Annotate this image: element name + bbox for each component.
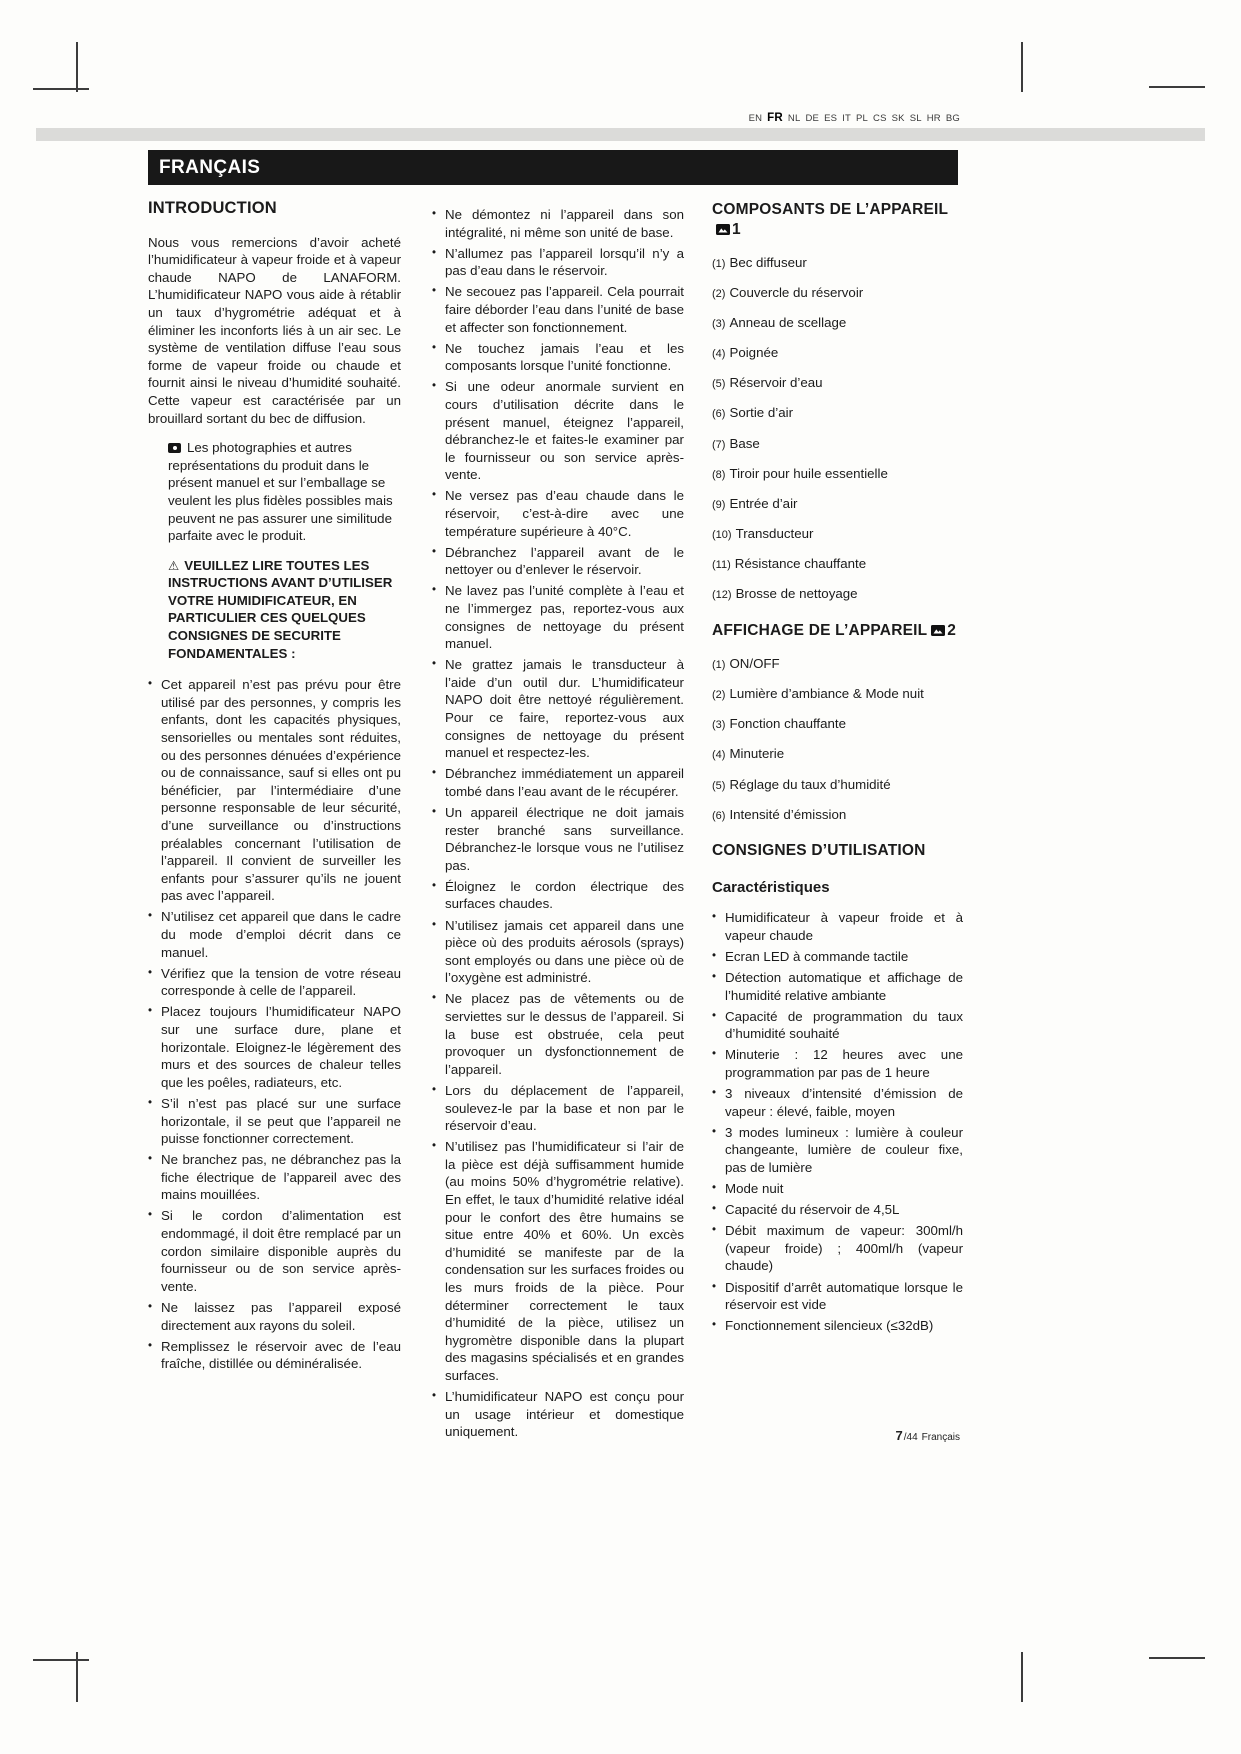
component-item [712, 314, 963, 334]
component-number: (1) [712, 258, 726, 270]
bullet-marker: • [712, 971, 717, 984]
bullet-marker: • [148, 1209, 153, 1222]
bullet-text: Ne branchez pas, ne débranchez pas la fiche électrique de l’appareil avec des mains mouillées. [161, 1152, 401, 1203]
bullet-item [712, 909, 963, 944]
component-label: Tiroir pour huile essentielle [729, 465, 888, 481]
components-heading [712, 200, 963, 240]
bullet-text: Ne touchez jamais l’eau et les composants lorsque l’unité fonctionne. [445, 340, 684, 374]
page-total: /44 [903, 1432, 918, 1443]
bullet-marker: • [432, 1140, 437, 1153]
component-number: (5) [712, 779, 726, 792]
component-item [712, 284, 963, 304]
bullet-text: Capacité du réservoir de 4,5L [725, 1202, 900, 1218]
bullet-item [712, 1124, 963, 1177]
lang-de: DE [805, 113, 820, 124]
bullet-marker: • [432, 879, 437, 892]
component-number: (5) [712, 378, 726, 391]
bullet-text: Vérifiez que la tension de votre réseau corresponde à celle de l’appareil. [161, 965, 401, 999]
bullet-text: N’utilisez pas l’humidificateur si l’air de la pièce est déjà suffisamment humide (au moins 50% d’hygrométrie relative). En effet, le taux d’humidité relative idéal pour le confort des être humains se situe entre 40% et 60%. Un excès d’humidité se manifeste par de la condensation sur les surfaces froides ou les murs froids de la pièce. Pour déterminer correctement le taux d’humidité de la pièce, utilisez un hygromètre disponible dans la plupart des magasins spécialisés et en grandes surfaces. [445, 1139, 684, 1383]
figure-number: 2 [947, 621, 957, 639]
bullet-item [148, 1151, 401, 1204]
bullet-text: Si le cordon d’alimentation est endommagé, il doit être remplacé par un cordon similaire disponible auprès du fournisseur ou de son service après-vente. [161, 1208, 401, 1294]
component-label: Minuterie [729, 746, 785, 762]
component-item [712, 776, 963, 796]
safety-bullets-col1 [148, 676, 401, 1373]
components-list [712, 254, 963, 605]
bullet-marker: • [712, 1125, 717, 1138]
bullet-item [432, 544, 684, 579]
warning-icon: ⚠ [168, 557, 180, 573]
bullet-text: Fonctionnement silencieux (≤32dB) [725, 1318, 934, 1334]
bullet-marker: • [432, 545, 437, 558]
bullet-item [148, 1299, 401, 1334]
bullet-text: Ne versez pas d’eau chaude dans le réservoir, c’est-à-dire avec une température supérieure à 40°C. [445, 488, 684, 539]
bullet-text: Placez toujours l’humidificateur NAPO sur une surface dure, plane et horizontale. Eloignez-le légèrement des murs et des sources de chaleur telles que les poêles, radiateurs, etc. [161, 1004, 401, 1090]
column-1 [148, 200, 401, 1376]
component-number: (3) [712, 318, 726, 331]
component-number: (7) [712, 438, 726, 451]
component-item [712, 685, 963, 705]
page-number: 7 [895, 1428, 903, 1443]
lang-bg: BG [945, 113, 960, 124]
component-number: (6) [712, 809, 726, 822]
component-item [712, 555, 963, 575]
bullet-marker: • [712, 911, 717, 924]
column-3 [712, 200, 963, 1338]
intro-paragraph: Nous vous remercions d’avoir acheté l’humidificateur à vapeur froide et à vapeur chaude NAPO de LANAFORM. L’humidificateur NAPO vous aide à rétablir un taux d’hygrométrie adéquat et à éliminer les inconforts liés à un air sec. Le système de ventilation diffuse l’eau sous forme de vapeur froide ou chaude et fournit ainsi le niveau d’humidité souhaité. Cette vapeur est caractérisée par un brouillard sortant du bec de diffusion. [148, 234, 401, 426]
bullet-text: L’humidificateur NAPO est conçu pour un usage intérieur et domestique uniquement. [445, 1389, 684, 1440]
bullet-text: N’utilisez jamais cet appareil dans une pièce où des produits aérosols (sprays) sont employés ou dans une pièce où de l’oxygène est administré. [445, 917, 684, 986]
bullet-marker: • [432, 767, 437, 780]
bullet-marker: • [148, 910, 153, 923]
bullet-marker: • [148, 678, 153, 691]
characteristics-heading: Caractéristiques [712, 878, 830, 896]
bullet-text: Débranchez immédiatement un appareil tombé dans l’eau avant de le récupérer. [445, 766, 684, 799]
bullet-marker: • [432, 658, 437, 671]
component-item [712, 435, 963, 455]
component-item [712, 585, 963, 605]
figure-icon [931, 622, 945, 642]
crop-mark [1021, 1652, 1023, 1702]
component-label: Anneau de scellage [729, 315, 847, 331]
language-bar [749, 112, 960, 124]
bullet-item [432, 1388, 684, 1441]
bullet-text: N’allumez pas l’appareil lorsqu’il n’y a pas d’eau dans le réservoir. [445, 245, 684, 279]
bullet-text: S’il n’est pas placé sur une surface horizontale, il se peut que l’appareil ne puisse fonctionner correctement. [161, 1095, 401, 1147]
bullet-marker: • [432, 806, 437, 818]
column-2 [432, 200, 684, 1444]
component-item [712, 655, 963, 675]
display-title: AFFICHAGE DE L’APPAREIL [712, 621, 928, 639]
bullet-marker: • [432, 1390, 437, 1402]
bullet-marker: • [712, 1319, 717, 1332]
component-label: Lumière d’ambiance & Mode nuit [729, 686, 924, 702]
footer-language: Français [921, 1432, 960, 1443]
bullet-text: Minuterie : 12 heures avec une programmation par pas de 1 heure [725, 1047, 963, 1081]
bullet-marker: • [432, 341, 437, 354]
bullet-item [432, 206, 684, 241]
bullet-item [148, 908, 401, 961]
bullet-text: Ne grattez jamais le transducteur à l’aide d’un outil dur. L’humidificateur NAPO doit être nettoyé régulièrement. Pour ce faire, reportez-vous aux consignes de nettoyage du présent manuel et respectez-les. [445, 657, 684, 761]
crop-mark [33, 1659, 89, 1661]
component-item [712, 525, 963, 545]
component-label: Bec diffuseur [729, 255, 807, 270]
bullet-marker: • [432, 584, 437, 597]
component-number: (2) [712, 288, 726, 301]
component-item [712, 715, 963, 735]
lang-it: IT [842, 113, 851, 124]
bullet-item [712, 969, 963, 1004]
bullet-item [432, 1138, 684, 1384]
bullet-marker: • [148, 966, 153, 979]
bullet-text: Si une odeur anormale survient en cours d’utilisation décrite dans le présent manuel, éteignez l’appareil, débranchez-le et faites-le examiner par le fournisseur ou son service après-vente. [445, 379, 684, 483]
bullet-item [148, 676, 401, 905]
intro-title: INTRODUCTION [148, 199, 277, 217]
bullet-text: Ne placez pas de vêtements ou de serviettes sur le dessus de l’appareil. Si la buse est obstruée, cela peut provoquer un dysfonctionnement de l’appareil. [445, 991, 684, 1077]
bullet-marker: • [432, 380, 437, 393]
bullet-item [432, 487, 684, 540]
bullet-item [432, 990, 684, 1078]
crop-mark [1021, 42, 1023, 92]
bullet-item [712, 1085, 963, 1120]
bullet-item [432, 245, 684, 280]
lang-es: ES [824, 113, 838, 124]
bullet-text: Dispositif d’arrêt automatique lorsque le réservoir est vide [725, 1279, 963, 1313]
usage-heading: CONSIGNES D’UTILISATION [712, 842, 926, 860]
bullet-text: Ne lavez pas l’unité complète à l’eau et ne l’immergez pas, reportez-vous aux consignes de nettoyage du présent manuel. [445, 583, 684, 652]
bullet-item [148, 1095, 401, 1148]
bullet-marker: • [432, 1083, 437, 1096]
lang-sk: SK [891, 113, 905, 124]
bullet-item [148, 965, 401, 1000]
component-label: Couvercle du réservoir [729, 285, 864, 301]
bullet-item [432, 917, 684, 987]
bullet-marker: • [432, 208, 437, 220]
photo-note [168, 439, 401, 545]
bullet-item [712, 948, 963, 966]
display-heading [712, 621, 963, 642]
bullet-item [432, 878, 684, 913]
bullet-text: Ne démontez ni l’appareil dans son intégralité, ni même son unité de base. [445, 207, 684, 240]
component-number: (12) [712, 589, 732, 602]
page-title: FRANÇAIS [159, 156, 261, 178]
component-label: Résistance chauffante [734, 555, 867, 571]
component-number: (8) [712, 468, 726, 481]
bullet-item [432, 378, 684, 484]
lang-nl: NL [787, 113, 801, 124]
bullet-item [712, 1317, 963, 1335]
bullet-item [432, 765, 684, 800]
bullet-text: 3 niveaux d’intensité d’émission de vapeur : élevé, faible, moyen [725, 1086, 963, 1119]
component-label: Réglage du taux d’humidité [729, 776, 891, 792]
bullet-text: Un appareil électrique ne doit jamais rester branché sans surveillance. Débranchez-le lorsque vous ne l’utilisez pas. [445, 805, 684, 873]
bullet-item [432, 582, 684, 652]
component-number: (1) [712, 659, 726, 672]
bullet-marker: • [712, 1009, 717, 1022]
bullet-item [148, 1003, 401, 1091]
bullet-text: 3 modes lumineux : lumière à couleur changeante, lumière de couleur fixe, pas de lumière [725, 1124, 963, 1175]
lang-hr: HR [926, 113, 941, 124]
bullet-text: N’utilisez cet appareil que dans le cadre du mode d’emploi décrit dans ce manuel. [161, 909, 401, 960]
component-item [712, 806, 963, 826]
bullet-marker: • [712, 1280, 717, 1293]
characteristics-list [712, 909, 963, 1335]
page-footer [896, 1428, 961, 1443]
photo-note-text: Les photographies et autres représentations du produit dans le présent manuel et sur l’emballage se veulent les plus fidèles possibles mais peuvent ne pas assurer une similitude parfaite avec le produit. [168, 440, 393, 544]
lang-cs: CS [873, 113, 887, 124]
bullet-text: Mode nuit [725, 1181, 784, 1197]
bullet-text: Détection automatique et affichage de l’humidité relative ambiante [725, 970, 963, 1003]
bullet-item [432, 656, 684, 762]
component-number: (4) [712, 348, 726, 361]
bullet-text: Capacité de programmation du taux d’humidité souhaité [725, 1008, 963, 1042]
section-header-bar [148, 150, 958, 185]
bullet-text: Remplissez le réservoir avec de l’eau fraîche, distillée ou déminéralisée. [161, 1338, 401, 1372]
component-item [712, 344, 963, 364]
bullet-marker: • [712, 1224, 717, 1237]
figure-number: 1 [732, 220, 741, 238]
bullet-text: Débit maximum de vapeur: 300ml/h (vapeur froide) ; 400ml/h (vapeur chaude) [725, 1223, 963, 1274]
bullet-marker: • [432, 918, 437, 931]
bullet-text: Éloignez le cordon électrique des surfaces chaudes. [445, 878, 684, 912]
bullet-item [712, 1279, 963, 1314]
bullet-text: Débranchez l’appareil avant de le nettoyer ou d’enlever le réservoir. [445, 544, 684, 578]
component-label: Sortie d’air [729, 405, 794, 421]
bullet-marker: • [148, 1096, 153, 1109]
component-label: Intensité d’émission [729, 806, 847, 822]
component-item [712, 374, 963, 394]
bullet-marker: • [712, 1182, 717, 1195]
component-label: Entrée d’air [729, 495, 798, 511]
bullet-item [432, 804, 684, 874]
lang-sl: SL [909, 113, 922, 124]
top-gray-band [36, 128, 1205, 141]
component-item [712, 745, 963, 765]
crop-mark [1149, 86, 1205, 88]
component-item [712, 254, 963, 274]
component-number: (9) [712, 498, 726, 511]
component-label: Transducteur [735, 525, 814, 541]
bullet-text: Humidificateur à vapeur froide et à vapeur chaude [725, 910, 963, 943]
bullet-text: Ecran LED à commande tactile [725, 948, 909, 964]
component-label: Réservoir d’eau [729, 375, 823, 391]
bullet-marker: • [148, 1153, 153, 1166]
component-item [712, 404, 963, 424]
bullet-marker: • [712, 1087, 717, 1100]
components-title: COMPOSANTS DE L’APPAREIL [712, 201, 949, 218]
bullet-marker: • [712, 1048, 717, 1061]
bullet-item [712, 1201, 963, 1219]
figure-icon [716, 221, 730, 241]
lang-pl: PL [855, 113, 869, 124]
bullet-item [432, 1082, 684, 1135]
component-label: Fonction chauffante [729, 716, 847, 732]
bullet-marker: • [432, 285, 437, 298]
bullet-marker: • [148, 1300, 153, 1313]
bullet-item [712, 1008, 963, 1043]
component-number: (4) [712, 749, 726, 762]
bullet-text: Lors du déplacement de l’appareil, soulevez-le par la base et non par le réservoir d’eau. [445, 1082, 684, 1134]
bullet-item [148, 1207, 401, 1295]
component-label: ON/OFF [729, 656, 780, 672]
camera-icon [168, 443, 181, 453]
bullet-item [148, 1338, 401, 1373]
bullet-item [712, 1222, 963, 1275]
bullet-item [712, 1046, 963, 1081]
bullet-marker: • [148, 1339, 153, 1352]
bullet-marker: • [432, 992, 437, 1005]
crop-mark [1149, 1657, 1205, 1659]
bullet-item [432, 283, 684, 336]
bullet-text: Cet appareil n’est pas prévu pour être utilisé par des personnes, y compris les enfants, dont les capacités physiques, sensorielles ou mentales sont réduites, ou des personnes dénuées d’expérience ou de connaissance, sauf si elles ont pu bénéficier, par l’intermédiaire d’une personne responsable de leur sécurité, d’une surveillance ou d’instructions préalables concernant l’utilisation de l’appareil. Il convient de surveiller les enfants pour s’assurer qu’ils ne jouent pas avec l’appareil. [161, 677, 401, 904]
component-item [712, 495, 963, 515]
warning-text: VEUILLEZ LIRE TOUTES LES INSTRUCTIONS AVANT D’UTILISER VOTRE HUMIDIFICATEUR, EN PARTICULIER CES QUELQUES CONSIGNES DE SECURITE FONDAMENTALES : [168, 557, 393, 661]
component-number: (2) [712, 689, 726, 702]
component-number: (3) [712, 719, 726, 732]
component-number: (10) [712, 528, 732, 541]
component-label: Base [729, 435, 760, 451]
lang-en: EN [748, 113, 763, 124]
component-number: (6) [712, 408, 726, 421]
crop-mark [76, 42, 78, 92]
bullet-item [432, 340, 684, 375]
display-list [712, 655, 963, 825]
bullet-item [712, 1180, 963, 1198]
component-item [712, 465, 963, 485]
bullet-text: Ne laissez pas l’appareil exposé directement aux rayons du soleil. [161, 1299, 401, 1333]
bullet-marker: • [712, 1203, 717, 1216]
bullet-marker: • [148, 1005, 153, 1018]
component-label: Poignée [729, 345, 779, 361]
bullet-marker: • [432, 246, 437, 259]
bullet-text: Ne secouez pas l’appareil. Cela pourrait faire déborder l’eau dans l’unité de base et affecter son fonctionnement. [445, 284, 684, 335]
bullet-marker: • [712, 949, 717, 962]
lang-fr: FR [767, 112, 783, 124]
bullet-marker: • [432, 489, 437, 502]
safety-bullets-col2 [432, 206, 684, 1441]
component-number: (11) [712, 558, 731, 571]
crop-mark [33, 88, 89, 90]
component-label: Brosse de nettoyage [735, 586, 858, 602]
warning-note [168, 557, 401, 663]
